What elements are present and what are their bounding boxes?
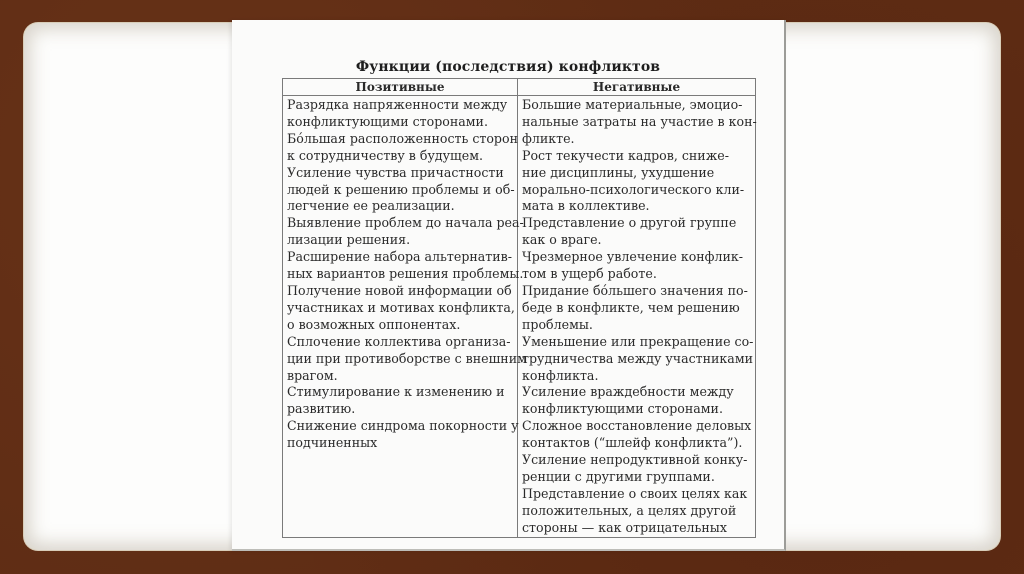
negative-item: Сложное восстановление деловых контактов (“шлейф конфликта”). xyxy=(522,418,752,451)
positive-item: Бóльшая расположенность сторон к сотрудничеству в будущем. xyxy=(287,130,518,163)
header-positive: Позитивные xyxy=(283,79,518,96)
document-title: Функции (последствия) конфликтов xyxy=(355,59,661,75)
negative-cell xyxy=(518,96,756,538)
negative-item: Чрезмерное увлечение конфлик- том в ущерб работе. xyxy=(522,249,744,282)
positive-item: Усиление чувства причастности людей к решению проблемы и об- легчение ее реализации. xyxy=(287,164,515,214)
negative-item: Представление о своих целях как положительных, а целях другой стороны — как отрицательных xyxy=(522,485,748,535)
negative-item: Представление о другой группе как о враге. xyxy=(522,215,737,248)
positive-item: Получение новой информации об участниках и мотивах конфликта, о возможных оппонентах. xyxy=(287,282,515,332)
table-row xyxy=(283,96,756,538)
negative-item: Рост текучести кадров, сниже- ние дисциплины, ухудшение морально-психологического кли- мата в коллективе. xyxy=(522,147,745,214)
document-image xyxy=(232,20,786,551)
conflict-functions-table xyxy=(282,78,756,538)
negative-item: Усиление враждебности между конфликтующими сторонами. xyxy=(522,384,734,417)
positive-cell xyxy=(283,96,527,538)
table-header-row xyxy=(283,79,756,96)
positive-item: Сплочение коллектива организа- ции при противоборстве с внешним врагом. xyxy=(287,333,527,383)
positive-item: Расширение набора альтернатив- ных вариантов решения проблемы. xyxy=(287,249,524,282)
negative-item: Уменьшение или прекращение со- трудничества между участниками конфликта. xyxy=(522,333,754,383)
negative-item: Большие материальные, эмоцио- нальные затраты на участие в кон- фликте. xyxy=(522,97,757,146)
negative-item: Придание бóльшего значения по- беде в конфликте, чем решению проблемы. xyxy=(522,282,748,332)
positive-item: Разрядка напряженности между конфликтующими сторонами. xyxy=(287,97,508,129)
header-negative: Негативные xyxy=(518,79,756,96)
positive-item: Снижение синдрома покорности у подчиненных xyxy=(287,418,519,451)
positive-item: Выявление проблем до начала реа- лизации решения. xyxy=(287,215,524,248)
negative-item: Усиление непродуктивной конку- ренции с другими группами. xyxy=(522,452,748,484)
positive-item: Стимулирование к изменению и развитию. xyxy=(287,384,505,417)
